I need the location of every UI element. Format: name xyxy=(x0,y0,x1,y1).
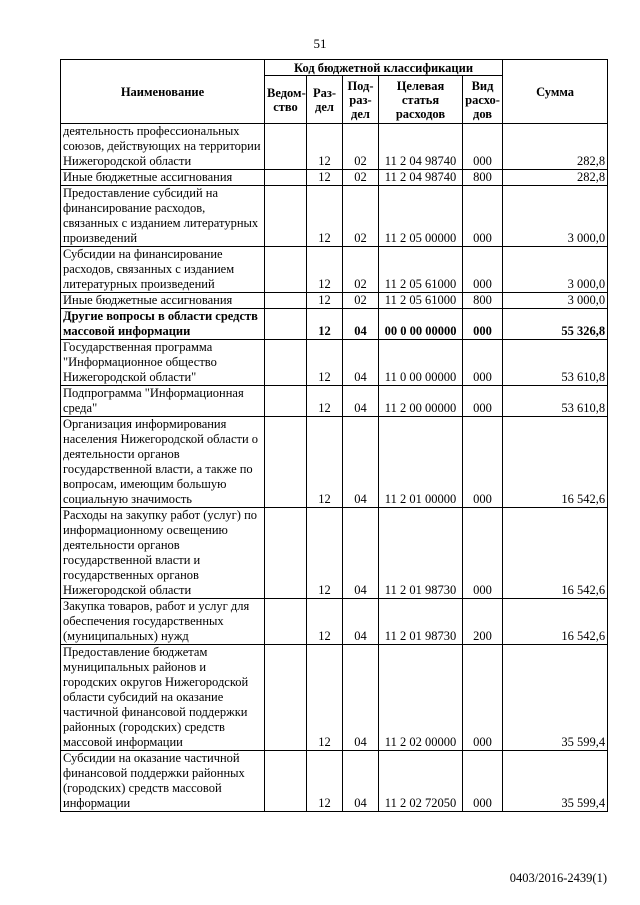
row-amount: 35 599,4 xyxy=(503,645,608,751)
document-code: 0403/2016-2439(1) xyxy=(509,871,607,885)
row-target-item: 11 0 00 00000 xyxy=(379,340,463,386)
header-section: Раз-дел xyxy=(307,76,343,124)
table-row xyxy=(61,386,608,417)
row-department xyxy=(265,340,307,386)
row-subsection: 04 xyxy=(343,751,379,812)
row-section: 12 xyxy=(307,124,343,170)
table-row xyxy=(61,247,608,293)
row-department xyxy=(265,293,307,309)
row-amount: 282,8 xyxy=(503,124,608,170)
row-subsection: 02 xyxy=(343,247,379,293)
row-amount: 55 326,8 xyxy=(503,309,608,340)
table-row xyxy=(61,417,608,508)
row-expense-type: 000 xyxy=(463,645,503,751)
row-target-item: 11 2 05 61000 xyxy=(379,293,463,309)
row-target-item: 11 2 04 98740 xyxy=(379,170,463,186)
row-name: Другие вопросы в области средств массовой информации xyxy=(61,309,265,340)
table-body xyxy=(61,124,608,812)
row-amount: 53 610,8 xyxy=(503,340,608,386)
table-row xyxy=(61,751,608,812)
row-department xyxy=(265,599,307,645)
page-number: 51 xyxy=(313,36,327,51)
row-department xyxy=(265,508,307,599)
row-subsection: 04 xyxy=(343,508,379,599)
row-section: 12 xyxy=(307,293,343,309)
row-name: Расходы на закупку работ (услуг) по информационному освещению деятельности органов государственной власти и государственных органов Нижегородской области xyxy=(61,508,265,599)
header-subsection: Под-раз-дел xyxy=(343,76,379,124)
row-subsection: 02 xyxy=(343,293,379,309)
row-expense-type: 800 xyxy=(463,293,503,309)
row-name: Иные бюджетные ассигнования xyxy=(61,170,265,186)
row-name: Подпрограмма "Информационная среда" xyxy=(61,386,265,417)
row-subsection: 02 xyxy=(343,186,379,247)
row-section: 12 xyxy=(307,340,343,386)
row-subsection: 04 xyxy=(343,340,379,386)
row-section: 12 xyxy=(307,247,343,293)
table-row xyxy=(61,293,608,309)
row-name: Закупка товаров, работ и услуг для обеспечения государственных (муниципальных) нужд xyxy=(61,599,265,645)
row-amount: 3 000,0 xyxy=(503,293,608,309)
row-department xyxy=(265,247,307,293)
row-amount: 53 610,8 xyxy=(503,386,608,417)
row-target-item: 11 2 05 61000 xyxy=(379,247,463,293)
table-row xyxy=(61,599,608,645)
table-row xyxy=(61,645,608,751)
table-row xyxy=(61,170,608,186)
row-expense-type: 000 xyxy=(463,340,503,386)
row-amount: 16 542,6 xyxy=(503,599,608,645)
row-target-item: 11 2 01 98730 xyxy=(379,508,463,599)
header-name: Наименование xyxy=(61,60,265,124)
row-target-item: 11 2 00 00000 xyxy=(379,386,463,417)
row-expense-type: 000 xyxy=(463,309,503,340)
row-amount: 35 599,4 xyxy=(503,751,608,812)
row-subsection: 04 xyxy=(343,386,379,417)
row-department xyxy=(265,170,307,186)
row-name: Организация информирования населения Нижегородской области о деятельности органов государственной власти, а также по вопросам, имеющим большую социальную значимость xyxy=(61,417,265,508)
row-section: 12 xyxy=(307,751,343,812)
row-name: Субсидии на финансирование расходов, связанных с изданием литературных произведений xyxy=(61,247,265,293)
row-subsection: 04 xyxy=(343,309,379,340)
row-section: 12 xyxy=(307,309,343,340)
row-expense-type: 000 xyxy=(463,751,503,812)
row-section: 12 xyxy=(307,417,343,508)
header-code-group: Код бюджетной классификации xyxy=(265,60,503,76)
row-expense-type: 000 xyxy=(463,417,503,508)
row-expense-type: 000 xyxy=(463,508,503,599)
header-department: Ведом-ство xyxy=(265,76,307,124)
row-name: Субсидии на оказание частичной финансовой поддержки районных (городских) средств массовой информации xyxy=(61,751,265,812)
row-target-item: 11 2 01 00000 xyxy=(379,417,463,508)
row-department xyxy=(265,186,307,247)
row-target-item: 11 2 01 98730 xyxy=(379,599,463,645)
row-subsection: 04 xyxy=(343,417,379,508)
row-amount: 3 000,0 xyxy=(503,186,608,247)
row-section: 12 xyxy=(307,186,343,247)
row-section: 12 xyxy=(307,645,343,751)
row-department xyxy=(265,751,307,812)
row-section: 12 xyxy=(307,599,343,645)
row-expense-type: 200 xyxy=(463,599,503,645)
row-department xyxy=(265,124,307,170)
table-row xyxy=(61,124,608,170)
row-expense-type: 000 xyxy=(463,386,503,417)
row-name: Иные бюджетные ассигнования xyxy=(61,293,265,309)
table-row xyxy=(61,508,608,599)
row-department xyxy=(265,386,307,417)
row-target-item: 11 2 04 98740 xyxy=(379,124,463,170)
row-expense-type: 000 xyxy=(463,124,503,170)
row-department xyxy=(265,309,307,340)
row-section: 12 xyxy=(307,170,343,186)
row-target-item: 11 2 05 00000 xyxy=(379,186,463,247)
row-expense-type: 000 xyxy=(463,247,503,293)
table-row xyxy=(61,309,608,340)
row-target-item: 11 2 02 72050 xyxy=(379,751,463,812)
row-name: Предоставление субсидий на финансирование расходов, связанных с изданием литературных произведений xyxy=(61,186,265,247)
row-department xyxy=(265,417,307,508)
row-subsection: 04 xyxy=(343,645,379,751)
row-name: деятельность профессиональных союзов, действующих на территории Нижегородской области xyxy=(61,124,265,170)
row-subsection: 02 xyxy=(343,170,379,186)
row-target-item: 11 2 02 00000 xyxy=(379,645,463,751)
row-amount: 16 542,6 xyxy=(503,417,608,508)
table-row xyxy=(61,186,608,247)
row-expense-type: 000 xyxy=(463,186,503,247)
row-subsection: 04 xyxy=(343,599,379,645)
table-row xyxy=(61,340,608,386)
row-amount: 16 542,6 xyxy=(503,508,608,599)
header-expense-type: Вид расхо-дов xyxy=(463,76,503,124)
budget-table xyxy=(60,59,608,812)
row-section: 12 xyxy=(307,386,343,417)
row-subsection: 02 xyxy=(343,124,379,170)
row-amount: 3 000,0 xyxy=(503,247,608,293)
header-target-item: Целевая статья расходов xyxy=(379,76,463,124)
row-name: Предоставление бюджетам муниципальных районов и городских округов Нижегородской области субсидий на оказание частичной финансовой поддержки районных (городских) средств массовой информации xyxy=(61,645,265,751)
header-amount: Сумма xyxy=(503,60,608,124)
row-department xyxy=(265,645,307,751)
row-amount: 282,8 xyxy=(503,170,608,186)
row-target-item: 00 0 00 00000 xyxy=(379,309,463,340)
row-expense-type: 800 xyxy=(463,170,503,186)
row-section: 12 xyxy=(307,508,343,599)
row-name: Государственная программа "Информационное общество Нижегородской области" xyxy=(61,340,265,386)
